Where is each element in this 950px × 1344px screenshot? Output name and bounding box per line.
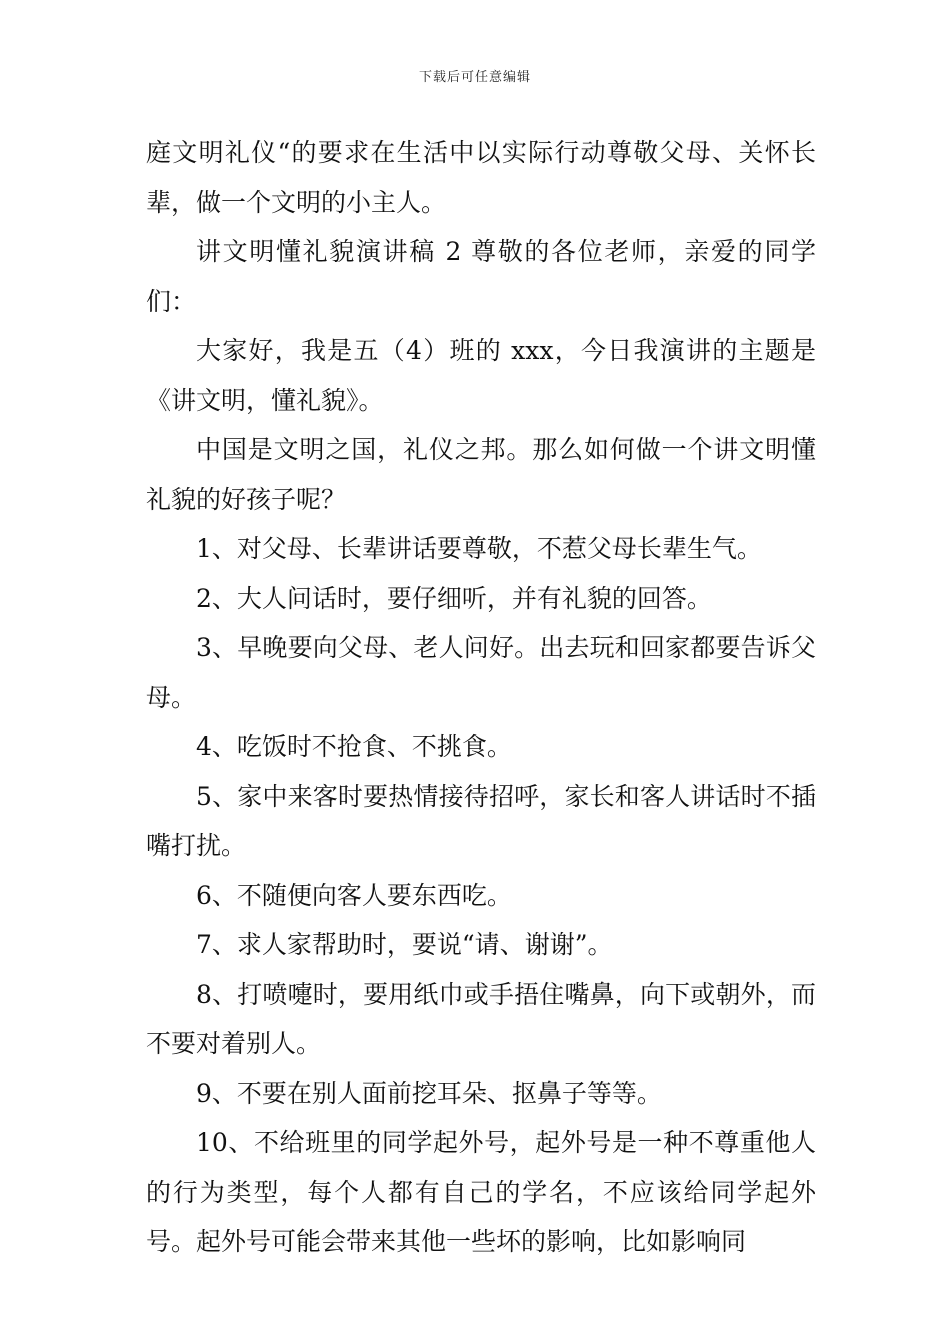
list-item: 3、早晚要向父母、老人问好。出去玩和回家都要告诉父母。 xyxy=(146,633,816,712)
document-body xyxy=(146,128,816,1267)
list-item: 4、吃饭时不抢食、不挑食。 xyxy=(196,732,512,761)
paragraph: 中国是文明之国，礼仪之邦。那么如何做一个讲文明懂礼貌的好孩子呢？ xyxy=(146,435,816,514)
list-item: 6、不随便向客人要东西吃。 xyxy=(196,880,512,910)
list-item: 10、不给班里的同学起外号，起外号是一种不尊重他人的行为类型，每个人都有自己的学名，不应该给同学起外号。起外号可能会带来其他一些坏的影响，比如影响同 xyxy=(146,1128,816,1256)
list-item: 7、求人家帮助时，要说“请、谢谢”。 xyxy=(196,930,613,959)
list-item: 9、不要在别人面前挖耳朵、抠鼻子等等。 xyxy=(196,1078,662,1108)
paragraph: 讲文明懂礼貌演讲稿 2 尊敬的各位老师，亲爱的同学们： xyxy=(146,237,816,316)
list-item: 8、打喷嚏时，要用纸巾或手捂住嘴鼻，向下或朝外，而不要对着别人。 xyxy=(146,979,816,1058)
paragraph: 庭文明礼仪“的要求在生活中以实际行动尊敬父母、关怀长辈，做一个文明的小主人。 xyxy=(146,138,816,217)
page-header: 下载后可任意编辑 xyxy=(418,70,531,85)
list-item: 1、对父母、长辈讲话要尊敬，不惹父母长辈生气。 xyxy=(196,534,762,563)
list-item: 5、家中来客时要热情接待招呼，家长和客人讲话时不插嘴打扰。 xyxy=(146,781,816,860)
list-item: 2、大人问话时，要仔细听，并有礼貌的回答。 xyxy=(196,583,712,613)
paragraph: 大家好，我是五（4）班的 xxx，今日我演讲的主题是《讲文明，懂礼貌》。 xyxy=(146,336,816,415)
